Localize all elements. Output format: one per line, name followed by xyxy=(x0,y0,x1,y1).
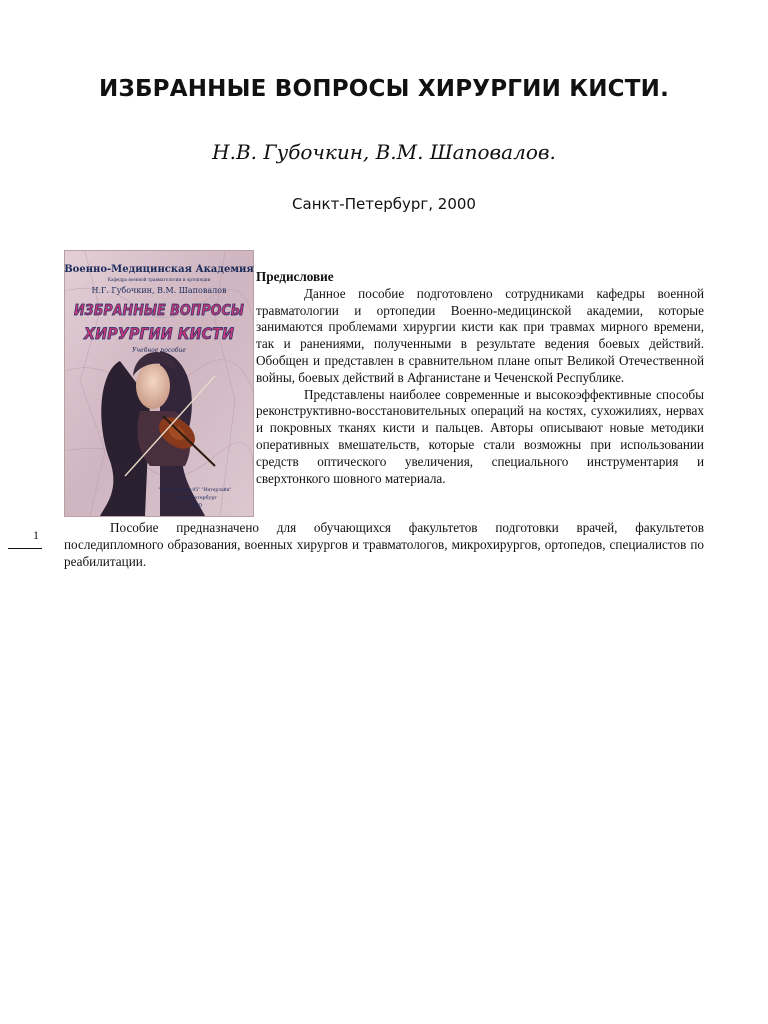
preface-paragraph-2: Представлены наиболее современные и высокоэффективные способы реконструктивно-восстановительных операций на костях, сухожилиях, нервах и покровных тканях кисти и пальцев. Авторы описывают новые методики оперативных вмешательств, которые стали возможны при использовании средств оптического увеличения, специального инструментария и сверхтонкого шовного материала. xyxy=(256,386,704,486)
cover-title-line1: ИЗБРАННЫЕ ВОПРОСЫ xyxy=(74,301,245,319)
document-place-year: Санкт-Петербург, 2000 xyxy=(292,195,476,213)
cover-city: Санкт-Петербург xyxy=(173,496,217,501)
cover-authors: Н.Г. Губочкин, В.М. Шаповалов xyxy=(91,286,227,295)
preface-column xyxy=(256,269,704,487)
document-authors: Н.В. Губочкин, В.М. Шаповалов. xyxy=(212,140,556,164)
cover-department: Кафедра военной травматологии и ортопедии xyxy=(107,277,211,282)
preface-heading: Предисловие xyxy=(256,269,334,284)
cover-academy: Военно-Медицинская Академия xyxy=(64,264,254,275)
preface-paragraph-1: Данное пособие подготовлено сотрудниками кафедры военной травматологии и ортопедии Военно-медицинской академии, которые занимаются проблемами хирургии кисти как при травмах мирного времени, так и ранениями, полученными в результате ведения боевых действий. Обобщен и представлен в сравнительном плане опыт Великой Отечественной войны, боевых действий в Афганистане и Чеченской Республике. xyxy=(256,285,704,385)
book-cover-art xyxy=(65,251,253,516)
cover-subtitle: Учебное пособие xyxy=(132,347,186,354)
preface-paragraph-3: Пособие предназначено для обучающихся факультетов подготовки врачей, факультетов последипломного образования, военных хирургов и травматологов, микрохирургов, ортопедов, специалистов по реабилитации. xyxy=(64,520,704,569)
cover-publisher: "Мир и Семья-95" "Интерлайн" xyxy=(158,488,232,493)
book-cover-image xyxy=(64,250,254,517)
page-number: 1 xyxy=(33,528,39,542)
cover-year: 2000 xyxy=(188,503,202,509)
page-number-rule xyxy=(8,548,42,549)
cover-title-line2: ХИРУРГИИ КИСТИ xyxy=(83,324,235,343)
document-title: ИЗБРАННЫЕ ВОПРОСЫ ХИРУРГИИ КИСТИ. xyxy=(98,76,670,102)
